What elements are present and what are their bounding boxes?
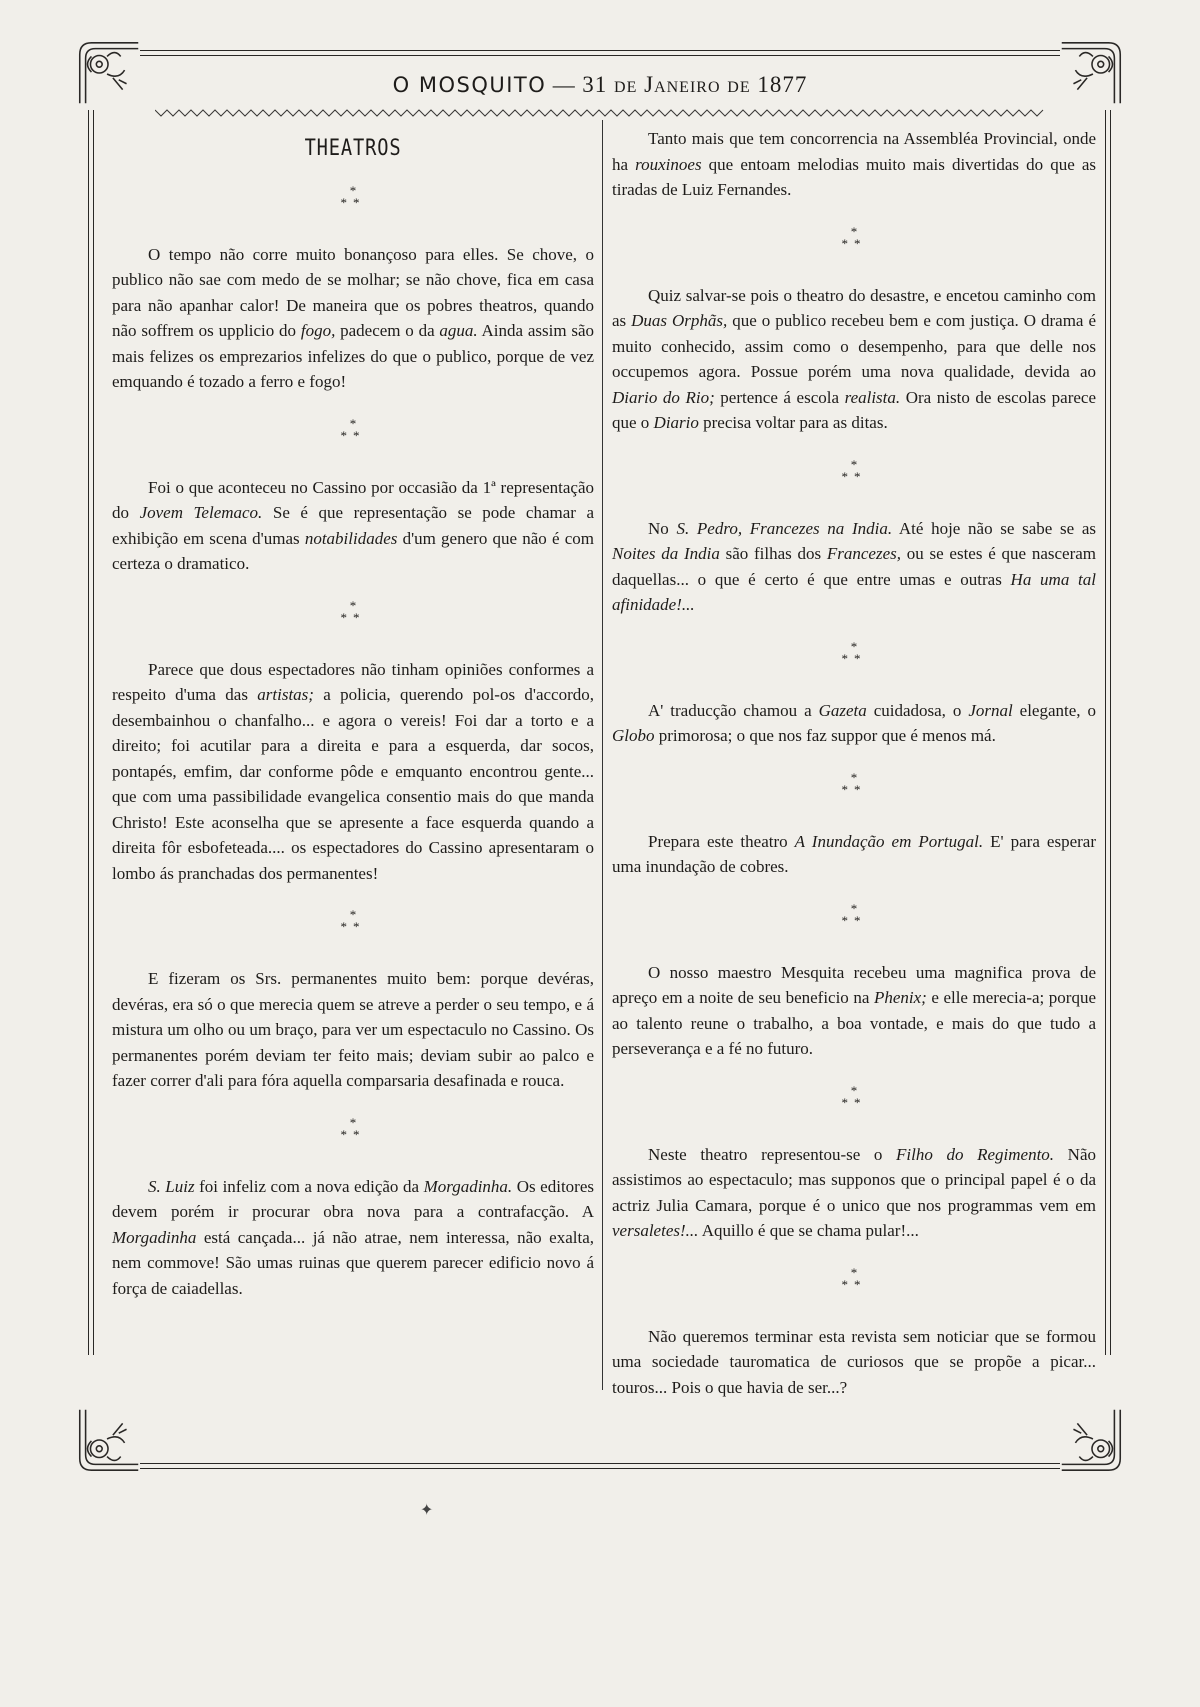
asterism-star: * [850,456,858,472]
paragraph-text: Se é que representação se pode chamar a exhibição em scena d'umas [112,503,595,548]
asterism-divider [612,225,1096,265]
paragraph-text: E' para esperar uma inundação de cobres. [612,831,1097,876]
italic-title: S. Pedro, Francezes na India. [676,518,893,538]
paragraph-text: Parece que dous espectadores não tinham opiniões conformes a respeito d'uma das [112,659,594,704]
paragraph-text: E fizeram os Srs. permanentes muito bem: porque devéras, devéras, era só o que merecia quem se atreve a perder o seu tempo, e á mistura um olho ou um braço, para ver um espectaculo no Cassino. Os permanentes porém deviam ter feito mais; deviam subir ao palco e fazer correr d'ali para fóra aquella comparsaria desafinada e rouca. [112,969,594,1090]
paragraph-text: Tanto mais que tem concorrencia na Assembléa Provincial, onde ha [612,129,1096,174]
paragraph-text: d'um genero que não é com certeza o dramatico. [112,528,594,573]
asterism-divider [112,184,594,224]
frame-right-line-inner [1105,110,1106,1355]
paragraph-text: Foi o que aconteceu no Cassino por occasião da 1ª representação do [112,477,594,522]
article-paragraph [612,126,1096,203]
asterism-star: * [850,900,858,916]
italic-title: Morgadinha. [423,1176,513,1196]
italic-title: fogo, [300,321,336,340]
asterism-stars: ** [340,1126,366,1142]
article-paragraph [612,960,1096,1062]
right-column [612,126,1096,1400]
asterism-stars: ** [340,919,366,934]
frame-left-line-inner [93,110,94,1355]
italic-title: notabilidades [304,528,398,548]
left-column [112,126,594,1301]
italic-title: Diario [653,413,699,432]
paragraph-text: Neste theatro representou-se o [648,1144,897,1164]
frame-right-line [1110,110,1111,1355]
paragraph-text: Os editores devem porém ir procurar obra nova para a contrafacção. A [112,1176,594,1221]
paragraph-text: Não assistimos ao espectaculo; mas supponos que o principal papel é o da actriz Julia Camara, porque é o unico que nos programmas vem em [612,1144,1096,1215]
article-paragraph [612,1324,1096,1401]
italic-title: agua. [439,321,478,340]
asterism-stars: ** [340,609,366,625]
italic-title: Globo [612,726,655,745]
section-title: THEATROS [304,136,402,161]
asterism-divider [612,902,1096,942]
article-paragraph [112,1174,594,1302]
page-header [0,72,1200,98]
asterism-stars: ** [841,781,867,797]
italic-title: S. Luiz [148,1176,195,1196]
corner-ornament-icon [70,1400,148,1478]
article-paragraph [612,516,1096,618]
header-separator: — [552,72,576,97]
italic-title: Diario do Rio; [612,387,715,407]
paragraph-text: e elle merecia-a; porque ao talento reune o trabalho, a boa vontade, e mais do que tudo a perseverança e a fé no futuro. [612,988,1096,1058]
asterism-star: * [850,223,858,239]
asterism-stars: ** [841,235,867,251]
frame-top-line [140,50,1060,51]
paragraph-text: Ora nisto de escolas parece que o [612,387,1096,432]
asterism-star: * [349,415,357,431]
asterism-star: * [850,1082,858,1098]
paragraph-text: que o publico recebeu bem e com justiça. O drama é muito conhecido, assim como o desempenho, para que delle nos occupemos agora. Possue porém uma nova qualidade, devida ao [612,311,1096,381]
asterism-divider [112,417,594,457]
article-paragraph [612,698,1096,749]
asterism-stars: ** [340,427,366,443]
asterism-star: * [850,1264,858,1280]
paragraph-text: Não queremos terminar esta revista sem noticiar que se formou uma sociedade tauromatica de curiosos que se propõe a picar... touros... Pois o que havia de ser...? [612,1326,1096,1397]
issue-date: 31 de Janeiro de 1877 [582,72,808,97]
corner-ornament-icon [1052,1400,1130,1478]
asterism-divider [112,1116,594,1156]
article-paragraph [112,966,594,1094]
paragraph-text: A' traducção chamou a [648,700,819,720]
paragraph-text: a policia, querendo pol-os d'accordo, desembainhou o chanfalho... e agora o vereis! Foi dar a torto e a direito; foi acutilar para a direita e para a esquerda, dar socos, pontapés, emfim, dar conforme pôde e emquanto encontrou gente... que com uma passibilidade evangelica consentio mais do que manda Christo! Este aconselha que se apresente a face esquerda quando a direita fôr esbofeteada.... os espectadores do Cassino apresentaram o lombo ás pranchadas dos permanentes! [112,685,594,883]
italic-title: Duas Orphãs, [631,311,728,330]
paragraph-text: primorosa; o que nos faz suppor que é menos má. [654,726,996,745]
italic-title: Noites da India [612,544,720,563]
paragraph-text: pertence á escola [714,387,845,407]
asterism-divider [612,1084,1096,1124]
paragraph-text: O tempo não corre muito bonançoso para elles. Se chove, o publico não sae com medo de se molhar; se não chove, fica em casa para não apanhar calor! De maneira que os pobres theatros, quando não soffrem os upplicio do [112,244,594,340]
italic-title: rouxinoes [635,154,702,174]
ornament-mark: ✦ [420,1502,434,1519]
asterism-stars: ** [841,650,867,666]
italic-title: realista. [844,387,901,407]
asterism-divider [612,640,1096,680]
asterism-divider [112,599,594,639]
paragraph-text: elegante, o [1012,700,1096,720]
paragraph-text: Aquillo é que se chama pular!... [698,1221,919,1240]
italic-title: Ha uma tal afinidade!... [612,569,1096,614]
paragraph-text: Quiz salvar-se pois o theatro do desastre, e encetou caminho com as [612,285,1096,330]
newspaper-name: O MOSQUITO [392,73,547,97]
asterism-stars: ** [841,468,867,484]
paragraph-text: ou se estes é que nasceram daquellas... o que é certo é que entre umas e outras [612,544,1096,589]
italic-title: Francezes, [826,544,902,563]
italic-title: Gazeta [818,700,867,720]
paragraph-text: foi infeliz com a nova edição da [194,1176,424,1196]
asterism-divider [112,908,594,948]
paragraph-text: são filhas dos [719,544,827,563]
article-paragraph [612,283,1096,436]
article-paragraph [112,657,594,887]
italic-title: A Inundação em Portugal. [794,831,984,851]
asterism-divider [612,458,1096,498]
asterism-star: * [349,182,357,198]
italic-title: Jovem Telemaco. [139,503,263,522]
asterism-stars: ** [340,194,366,210]
asterism-stars: ** [841,1094,867,1110]
paragraph-text: que entoam melodias muito mais divertidas do que as tiradas de Luiz Fernandes. [612,154,1096,199]
paragraph-text: Prepara este theatro [648,831,795,851]
asterism-star: * [850,769,858,785]
asterism-star: * [349,1114,357,1130]
column-divider [602,120,603,1390]
asterism-divider [612,771,1096,811]
italic-title: Phenix; [873,988,927,1007]
article-paragraph [612,829,1096,880]
paragraph-text: Ainda assim são mais felizes os emprezarios infelizes do que o publico, porque de vez emquando é tozado a ferro e fogo! [112,321,594,391]
paragraph-text: Até hoje não se sabe se as [892,518,1096,538]
article-paragraph [612,1142,1096,1244]
asterism-star: * [850,638,858,654]
article-paragraph [112,475,594,577]
asterism-stars: ** [841,912,867,928]
paragraph-text: precisa voltar para as ditas. [698,413,888,432]
frame-bottom-line-inner [140,1468,1060,1469]
asterism-stars: ** [841,1276,867,1292]
paragraph-text: padecem o da [335,321,440,340]
zigzag-rule [155,108,1045,118]
article-paragraph [112,242,594,395]
paragraph-text: O nosso maestro Mesquita recebeu uma magnifica prova de apreço em a noite de seu beneficio na [612,962,1096,1007]
frame-bottom-line [140,1463,1060,1464]
asterism-star: * [349,597,357,613]
italic-title: Jornal [968,700,1013,720]
frame-top-line-inner [140,55,1060,56]
asterism-divider [612,1266,1096,1306]
italic-title: versaletes!... [612,1221,699,1240]
italic-title: artistas; [257,685,314,704]
paragraph-text: cuidadosa, o [866,700,969,720]
italic-title: Filho do Regimento. [896,1144,1055,1164]
asterism-star: * [349,907,357,922]
italic-title: Morgadinha [112,1227,197,1247]
frame-left-line [88,110,89,1355]
paragraph-text: está cançada... já não atrae, nem interessa, não exalta, nem commove! São umas ruinas que querem parecer edificio novo á força de caiadellas. [112,1227,594,1298]
paragraph-text: No [648,518,677,538]
